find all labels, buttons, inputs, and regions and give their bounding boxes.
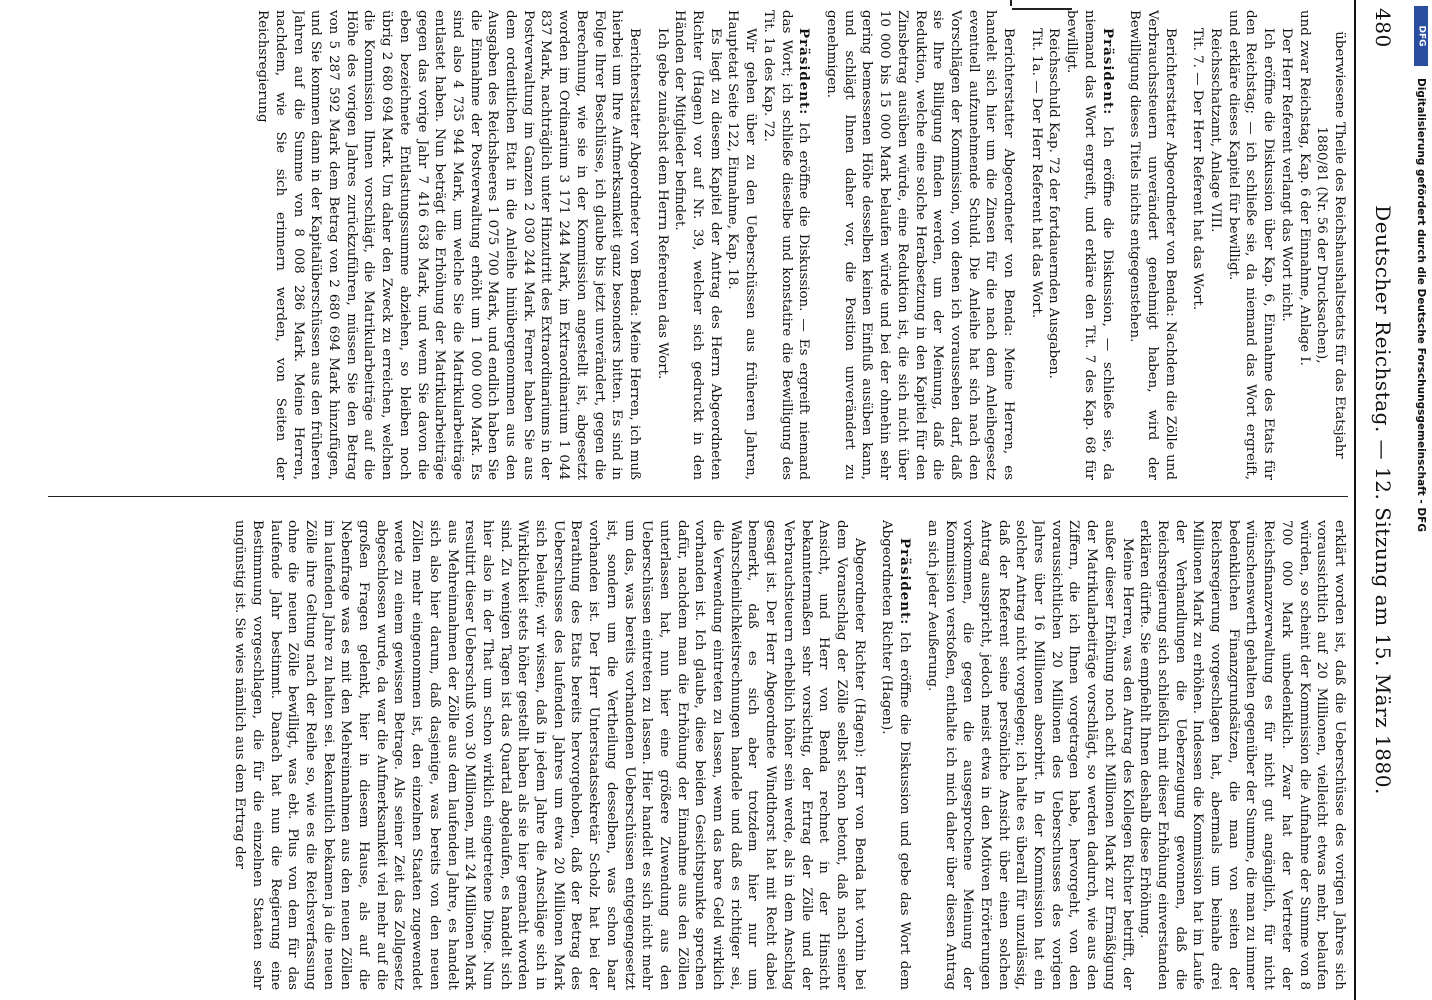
page-number: 480 — [1371, 8, 1395, 48]
paragraph-text: Tit. 7. — Der Herr Referent hat das Wort. — [1190, 28, 1206, 311]
paragraph-text: Meine Herren, was den Antrag des Kollegen Richter betrifft, der außer dieser Erhöhung noch acht Millionen Mark zur Ermäßigung der Matrikularbeiträge vorschlägt, so werden dadurch, wie aus den Ziffern, die ich Ihnen vorgetragen habe, hervorgeht, von den voraussichtlichen 20 Millionen des Ueberschusses des vorigen Jahres über 16 Millionen absorbirt. In der Kommission hat ein solcher Antrag nicht vorgelegen; ich halte es überall für unzulässig, daß der Referent seine persönliche Ansicht über einen solchen Antrag ausspricht, jedoch meist etwa in den Motiven Erörterungen vorkommen, die gegen die ausgesprochene Meinung der Kommission verstoßen, enthalte ich mich daher über diesen Antrag an sich jeder Aeußerung. — [924, 520, 1135, 990]
paragraph-text: Tit. 1a. — Der Herr Referent hat das Wort. — [1028, 28, 1044, 319]
paragraph — [1126, 10, 1179, 480]
paragraph — [923, 520, 1135, 990]
dfg-logo: DFG — [1414, 6, 1428, 66]
paragraph-text: erklärt worden ist, daß die Ueberschüsse des vorigen Jahres sich voraussichtlich auf 20 Millionen, vielleicht etwas mehr, belaufen würden, so scheint der Kommission die Aufnahme der Summe von 8 700 000 Mark unbedenklich. Zwar hat der Vertreter der Reichsfinanzverwaltung es für nicht gut angänglich, für nicht wünschenswerth gehalten gegenüber der Summe, die man zu immer bedenklichen Finanzgrundsätzen, die man von seiten der Reichsregierung vorgeschlagen hat, abermals um beinahe drei Millionen Mark zu erhöhen. Indessen die Kommission hat im Laufe der Verhandlungen die Ueberzeugung gewonnen, daß die Reichsregierung sich schließlich mit dieser Erhöhung einverstanden erklären dürfte. Sie empfiehlt Ihnen deshalb diese Erhöhung. — [1137, 520, 1347, 990]
column-divider — [48, 496, 1348, 497]
left-text-column — [38, 10, 1348, 480]
paragraph-text: Ich gebe zunächst dem Herrn Referenten das Wort. — [654, 28, 670, 380]
header-rule — [1354, 0, 1356, 1000]
paragraph-text: Ich eröffne die Diskussion, — schließe sie, da niemand das Wort ergreift, und erkläre den Tit. 7 des Kap. 68 für bewilligt. — [1064, 10, 1115, 480]
rotated-page-content — [26, 0, 1406, 1000]
paragraph-text: Reichsschuld Kap. 72 der fortdauernden Ausgaben. — [1046, 28, 1062, 379]
scan-artifact — [1012, 8, 1072, 10]
paragraph — [1027, 10, 1045, 480]
paragraph-text: Berichterstatter Abgeordneter von Benda: Meine Herren, es handelt sich hier um die Zinsen für die nach dem Anleihegesetz eventuell aufzunehmende Schuld. Die Anleihe hat sich nach den Vorschlägen der Kommission, von denen ich voraussehen darf, daß sie Ihre Billigung finden werden, um der Meinung, daß die Reduktion, welche eine solche Herabsetzung in den Kapitel für den Zinsbetrag ausüben würde, eine Reduktion ist, die sich nicht über 10 000 bis 15 000 Mark belaufen würde und bei der ohnehin sehr gering bemessenen Höhe desselben keinen Einfluß ausüben kann, und schlägt Ihnen daher vor, die Position unverändert zu genehmigen. — [824, 10, 1017, 480]
paragraph — [1062, 10, 1115, 480]
paragraph-text: Ich eröffne die Diskussion und gebe das Wort dem Abgeordneten Richter (Hagen). — [879, 520, 913, 990]
paragraph — [1189, 10, 1207, 480]
paragraph-text: Ich eröffne die Diskussion. — Es ergreift niemand das Wort; ich schließe dieselbe und konstatire die Bewilligung des Tit. 1a des Kap. 72. — [760, 10, 812, 480]
paragraph — [1313, 10, 1348, 480]
paragraph — [254, 10, 643, 480]
paragraph-text: Wir gehen über zu den Ueberschüssen aus früheren Jahren, Hauptetat Seite 122, Einnahme, Kap. 18. — [725, 10, 759, 480]
paragraph-text: Es liegt zu diesem Kapitel der Antrag des Herrn Abgeordneten Richter (Hagen) vor auf Nr. 39, welcher sich gedruckt in den Händen der Mitglieder befindet. — [672, 10, 723, 480]
paragraph — [1224, 10, 1277, 480]
paragraph-text: Reichsschatzamt, Anlage VIII. — [1208, 28, 1224, 233]
paragraph-text: überwiesene Theile des Reichshaushaltsetats für das Etatsjahr 1880/81 (Nr. 56 der Drucksachen), — [1314, 31, 1347, 459]
paragraph-text: und zwar Reichstag, Kap. 6 der Einnahme, Anlage I. — [1296, 10, 1312, 366]
speaker-label: Präsident: — [897, 538, 914, 626]
paragraph-text: Der Herr Referent verlangt das Wort nicht. — [1278, 28, 1294, 322]
paragraph-text: Berichterstatter Abgeordneter von Benda: Meine Herren, ich muß hierbei um Ihre Aufmerksamkeit ganz besonders bitten. Es sind in Folge Ihrer Beschlüsse, ich glaube bis jetzt unverändert, gegen die Berechnung, wie sie in der Kommission angestellt ist, abgesetzt worden im Ordinarium 3 171 244 Mark, im Extraordinarium 1 044 837 Mark, nachträglich unter Hinzutritt des Extraordinariums in der Postverwaltung im Ganzen 2 030 244 Mark. Ferner haben Sie aus dem ordentlichen Etat in die Anleihe hinübergenommen aus den Ausgaben des Reichsheeres 1 075 700 Mark, und endlich haben Sie die Einnahme der Postverwaltung erhöht um 1 000 000 Mark. Es sind also 4 735 944 Mark, um welche Sie die Matrikularbeiträge entlastet haben. Nun beträgt die Erhöhung der Matrikularbeiträge gegen das vorige Jahr 7 416 638 Mark, und wenn Sie davon die eben bezeichnete Entlastungssumme abziehen, so bleiben noch übrig 2 680 694 Mark. Um daher den Zweck zu erreichen, welchen die Kommission Ihnen vorschlägt, die Matrikularbeiträge auf die Höhe des vorigen Jahres zurückzuführen, müssen Sie den Betrag von 5 287 592 Mark dem Betrag von 2 680 694 Mark hinzufügen, und Sie kommen dann in der Kapitalüberschüssen aus den früheren Jahren auf die Summe von 8 008 286 Mark. Meine Herren, nachdem, wie Sie sich erinnern werden, von Seiten der Reichsregierung — [255, 10, 642, 480]
running-head — [1360, 0, 1406, 1000]
paragraph — [1136, 520, 1348, 990]
page-header-title: Deutscher Reichstag. — 12. Sitzung am 15. März 1880. — [1371, 205, 1395, 795]
paragraph — [822, 10, 1017, 480]
scan-artifact — [1010, 0, 1012, 6]
paragraph — [230, 520, 867, 990]
paragraph — [671, 10, 724, 480]
paragraph — [1045, 10, 1063, 480]
speaker-label: Präsident: — [1099, 28, 1116, 116]
right-text-column — [38, 520, 1348, 990]
paragraph — [1295, 10, 1313, 480]
paragraph — [724, 10, 759, 480]
digitization-note: Digitalisierung gefördert durch die Deutsche Forschungsgemeinschaft - DFG — [1415, 78, 1427, 532]
paragraph — [1277, 10, 1295, 480]
paragraph — [653, 10, 671, 480]
paragraph — [878, 520, 913, 990]
paragraph-text: Ich eröffne die Diskussion über Kap. 6, Einnahme des Etats für den Reichstag; — ich schließe sie, da niemand das Wort ergreift, und erkläre dieses Kapitel für bewilligt. — [1225, 10, 1277, 480]
paragraph-text: Abgeordneter Richter (Hagen): Herr von Benda hat vorhin bei dem Voranschlag der Zölle selbst schon betont, daß nach seiner Ansicht, und Herr von Benda rechnet in der Hinsicht bekanntermaßen sehr vorsichtig, der Ertrag der Zölle und der Verbrauchsteuern erheblich höher sein werde, als in dem Anschlag gesagt ist. Der Herr Abgeordnete Windthorst hat mit Recht dabei bemerkt, daß es sich aber trotzdem hier nur um Wahrscheinlichkeitsrechnungen handele und daß es richtiger sei, die Verwendung eintreten zu lassen, wenn das bare Geld wirklich vorhanden ist. Ich glaube, diese beiden Gesichtspunkte sprechen dafür, nachdem man die Erhöhung der Einnahme aus den Zöllen unterlassen hat, nun hier eine größere Zuwendung aus den Ueberschüssen eintreten zu lassen. Hier handelt es sich nicht mehr um das, was bereits vorhandenen Ueberschüssen entgegengesetzt ist, sondern um die Vertheilung desselben, was schon baar vorhanden ist. Der Herr Unterstaatssekretär Scholz hat bei der Berathung des Etats bereits hervorgehoben, daß der Betrag des Ueberschusses des laufenden Jahres um etwa 20 Millionen Mark sich belaufe; wir wissen, daß in jedem Jahre die Anschläge sich in Wirklichkeit stets höher gestellt haben als sie hier gemacht worden sind. Zu wenigen Tagen ist das Quartal abgelaufen, es handelt sich hier also in der That um schon wirklich eingetretene Dinge. Nun resultirt dieser Ueberschuß von 30 Millionen, mit 24 Millionen Mark aus Mehreinnahmen der Zölle aus dem laufenden Jahre, es handelt sich also hier darum, daß dasjenige, was bereits von den neuen Zöllen mehr eingenommen ist, den einzelnen Staaten zugewendet werde zu einem gewissen Betrage. Als seiner Zeit das Zollgesetz abgeschlossen wurde, da war die Aufmerksamkeit viel mehr auf die großen Fragen gelenkt, hier in diesem Hause, als auf die Nebenfrage was es mit den Mehreinnahmen aus den neuen Zöllen im laufenden Jahre zu halten sei. Bekanntlich bekamen ja die neuen Zölle ihre Geltung nach der Reihe so, wie es die Reichsverfassung ohne die neuen Zölle bewilligt, was ebt. Plus von dem für das laufende Jahr bestimmt. Danach hat nun die Regierung eine Bestimmung vorgeschlagen, die für die einzelnen Staaten sehr ungünstig ist. Sie wies nämlich aus dem Ertrag der — [232, 520, 867, 990]
speaker-label: Präsident: — [796, 28, 813, 116]
paragraph-text: Berichterstatter Abgeordneter von Benda: Nachdem die Zölle und Verbrauchssteuern unverändert genehmigt haben, wird der Bewilligung dieses Titels nichts entgegenstehen. — [1127, 10, 1178, 480]
paragraph — [1206, 10, 1224, 480]
paragraph — [759, 10, 812, 480]
